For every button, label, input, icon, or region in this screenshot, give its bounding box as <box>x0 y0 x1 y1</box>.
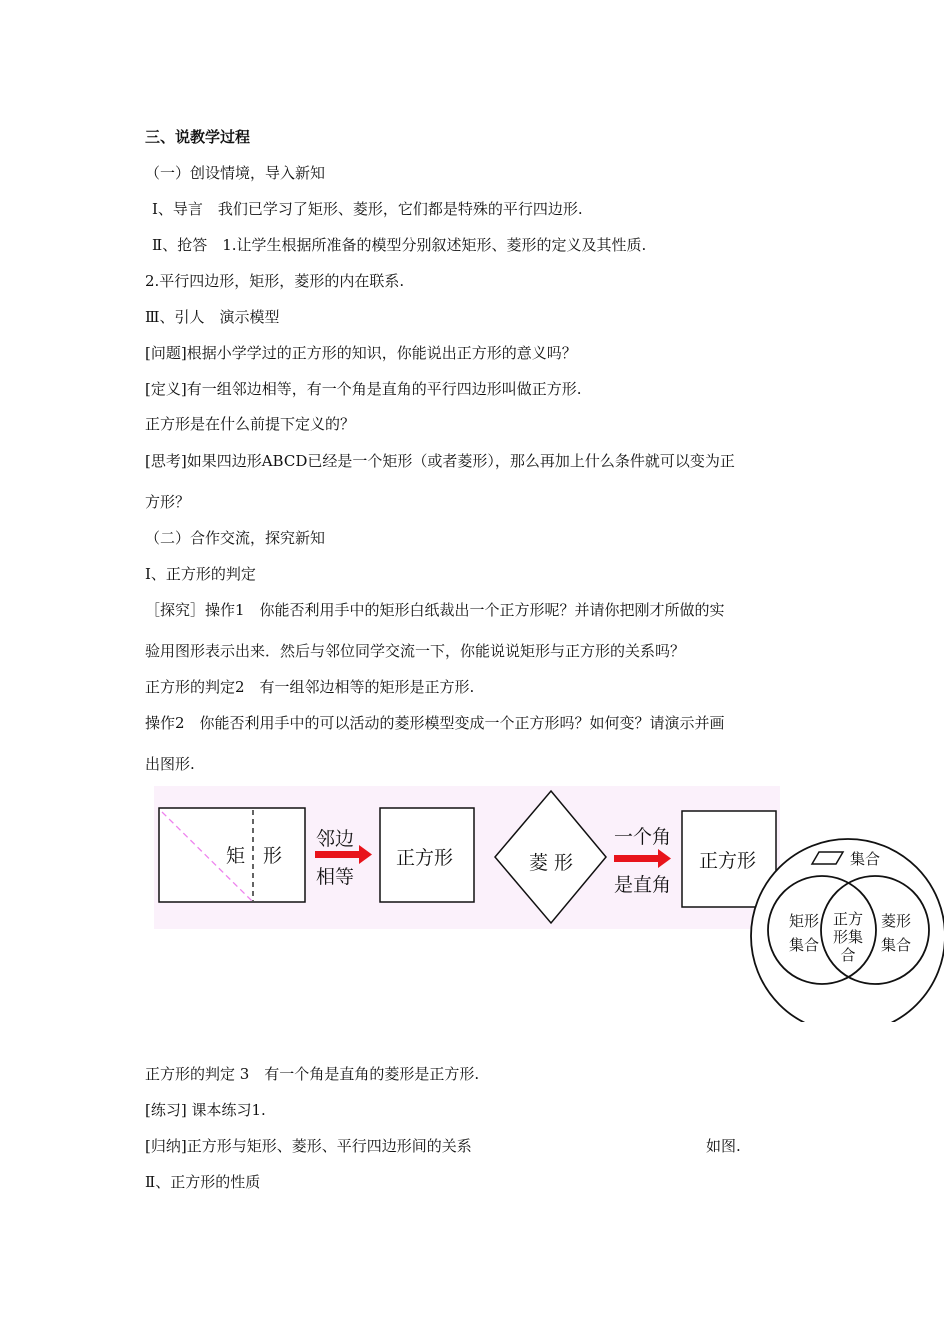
text-line: 出图形. <box>145 755 195 773</box>
arrow-2-shaft <box>614 855 660 862</box>
square-1-label: 正方形 <box>396 847 454 869</box>
text-line: [归纳]正方形与矩形、菱形、平行四边形间的关系 <box>145 1137 472 1155</box>
text-line: [问题]根据小学学过的正方形的知识，你能说出正方形的意义吗？ <box>145 344 577 362</box>
arrow-2-bottom-label: 是直角 <box>614 874 672 896</box>
venn-square-set-label <box>828 910 868 964</box>
venn-outer-label: 集合 <box>850 850 881 868</box>
text-line: 验用图形表示出来．然后与邻位同学交流一下，你能说说矩形与正方形的关系吗？ <box>145 642 686 660</box>
text-line: [定义]有一组邻边相等，有一个角是直角的平行四边形叫做正方形. <box>145 380 582 398</box>
text-line: Ⅱ、正方形的性质 <box>145 1173 261 1191</box>
arrow-1-head <box>359 845 372 864</box>
square-2-label: 正方形 <box>699 850 757 872</box>
rectangle-label-2: 形 <box>263 845 283 867</box>
venn-square-set-line-3: 合 <box>840 946 856 964</box>
text-line: （二）合作交流，探究新知 <box>145 529 326 547</box>
venn-square-set-line-1: 正方 <box>832 910 863 928</box>
text-line: 方形？ <box>145 493 191 511</box>
arrow-1-bottom-label: 相等 <box>316 866 355 888</box>
text-line: 如图. <box>706 1137 741 1155</box>
venn-square-set-line-2: 形集 <box>832 928 863 946</box>
text-line: ［探究］操作1 你能否利用手中的矩形白纸裁出一个正方形呢？并请你把刚才所做的实 <box>145 601 725 619</box>
arrow-1-shaft <box>315 851 361 858</box>
diagram-shapes <box>154 786 944 1022</box>
arrow-2-top-label: 一个角 <box>614 826 672 848</box>
text-line: 2.平行四边形，矩形，菱形的内在联系. <box>145 272 405 290</box>
venn-rhombus-set-label <box>876 912 916 954</box>
arrow-2-head <box>658 849 671 868</box>
text-line: Ⅲ、引人 演示模型 <box>145 308 280 326</box>
text-line: 正方形的判定2 有一组邻边相等的矩形是正方形. <box>145 678 475 696</box>
venn-rectangle-set-label <box>784 912 824 954</box>
text-line: 操作2 你能否利用手中的可以活动的菱形模型变成一个正方形吗？如何变？请演示并画 <box>145 714 725 732</box>
venn-rhombus-set-line-1: 菱形 <box>880 912 911 930</box>
arrow-1-top-label: 邻边 <box>316 828 355 850</box>
text-line: Ⅱ、抢答 1.让学生根据所准备的模型分别叙述矩形、菱形的定义及其性质. <box>152 236 647 254</box>
venn-rectangle-set-line-2: 集合 <box>788 936 819 954</box>
text-line: 正方形是在什么前提下定义的？ <box>145 415 356 433</box>
section-title: 三、说教学过程 <box>145 128 251 146</box>
venn-rectangle-set-line-1: 矩形 <box>788 912 819 930</box>
text-line: （一）创设情境，导入新知 <box>145 164 326 182</box>
rhombus-label: 菱 形 <box>529 852 574 874</box>
venn-rhombus-set-line-2: 集合 <box>880 936 911 954</box>
rectangle-label-1: 矩 <box>226 845 246 867</box>
text-line: Ⅰ、正方形的判定 <box>145 565 256 583</box>
text-line: 正方形的判定 3 有一个角是直角的菱形是正方形. <box>145 1065 480 1083</box>
square-judgement-diagram <box>154 786 944 1022</box>
text-line: [练习] 课本练习1. <box>145 1101 266 1119</box>
text-line: Ⅰ、导言 我们已学习了矩形、菱形，它们都是特殊的平行四边形. <box>152 200 583 218</box>
text-line: [思考]如果四边形ABCD已经是一个矩形（或者菱形），那么再加上什么条件就可以变为正 <box>145 452 735 470</box>
